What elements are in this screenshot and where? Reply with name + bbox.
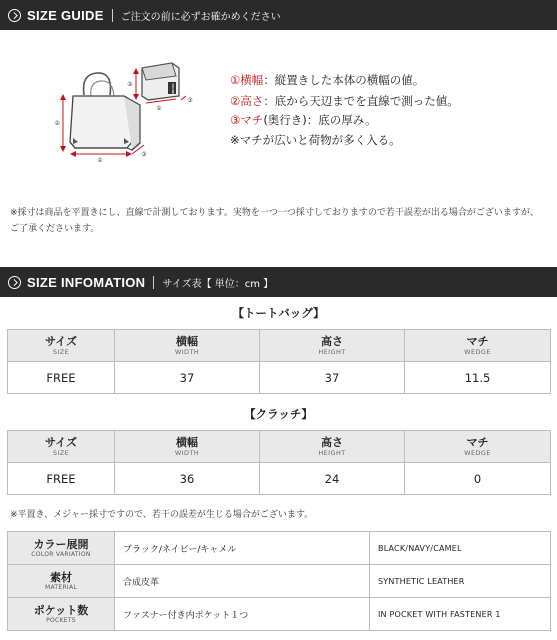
color-value-jp: ブラック/ネイビー/キャメル — [115, 532, 370, 565]
clutch-size-table — [7, 430, 551, 495]
height-header — [260, 431, 405, 463]
material-value-en: SYNTHETIC LEATHER — [370, 565, 551, 598]
size-header-en: SIZE — [52, 347, 70, 356]
size-info-subtitle: サイズ表【 単位：cm 】 — [162, 278, 274, 290]
wedge-value: 0 — [405, 463, 551, 495]
color-label-jp: カラー展開 — [33, 537, 89, 551]
material-label — [8, 565, 115, 598]
height-value: 24 — [260, 463, 405, 495]
size-header — [8, 431, 115, 463]
size-info-header — [0, 267, 557, 297]
size-guide-header — [0, 0, 557, 30]
wedge-label: ③マチ — [230, 113, 264, 127]
wedge-header-jp: マチ — [466, 334, 489, 348]
width-label: ①横幅 — [230, 73, 264, 87]
width-description — [230, 72, 424, 88]
width-value: 37 — [115, 362, 260, 394]
measurement-note-line1: ※採寸は商品を平置きにし、直線で計測しております。実物を一つ一つ採寸しておりますので若干誤差が出る場合がございますが、 — [10, 208, 539, 218]
bag-height-mark: ② — [54, 120, 60, 127]
material-value-jp: 合成皮革 — [115, 565, 370, 598]
width-header-en: WIDTH — [174, 347, 200, 356]
bag-wedge-mark: ③ — [141, 151, 147, 158]
material-label-en: MATERIAL — [44, 583, 78, 591]
spec-table — [7, 531, 551, 631]
pockets-label-en: POCKETS — [46, 616, 76, 624]
size-header-jp: サイズ — [44, 435, 78, 449]
wedge-description — [230, 112, 376, 128]
header-divider — [153, 276, 154, 289]
width-value: 36 — [115, 463, 260, 495]
width-header-jp: 横幅 — [176, 435, 198, 449]
height-header-jp: 高さ — [321, 435, 343, 449]
color-label-en: COLOR VARIATION — [31, 550, 91, 558]
clutch-table-title: 【クラッチ】 — [244, 407, 313, 421]
spec-row-pockets — [8, 598, 551, 631]
wedge-value: 11.5 — [405, 362, 551, 394]
wedge-header — [405, 330, 551, 362]
tote-table-title: 【トートバッグ】 — [232, 306, 325, 320]
height-header — [260, 330, 405, 362]
width-text: ：縦置きした本体の横幅の値。 — [263, 73, 425, 87]
tote-size-table — [7, 329, 551, 394]
wedge-text: (奥行き)：底の厚み。 — [263, 113, 377, 127]
bag-measurement-illustration — [54, 52, 200, 164]
measurement-note — [10, 205, 550, 237]
width-header-jp: 横幅 — [176, 334, 198, 348]
size-guide-subtitle: ご注文の前に必ずお確かめください — [120, 11, 281, 23]
width-header — [115, 330, 260, 362]
width-header-en: WIDTH — [174, 448, 200, 457]
clutch-height-mark: ② — [127, 81, 133, 88]
clutch-icon — [142, 63, 179, 100]
size-value: FREE — [8, 463, 115, 495]
pockets-value-en: IN POCKET WITH FASTENER 1 — [370, 598, 551, 631]
color-label — [8, 532, 115, 565]
height-header-jp: 高さ — [321, 334, 343, 348]
table-row — [8, 463, 551, 495]
pockets-label — [8, 598, 115, 631]
chevron-right-circle-icon — [8, 9, 21, 22]
size-guide-title: SIZE GUIDE — [27, 7, 104, 23]
wedge-header-en: WEDGE — [464, 347, 491, 356]
size-header — [8, 330, 115, 362]
height-header-en: HEIGHT — [318, 448, 346, 457]
wedge-header — [405, 431, 551, 463]
clutch-width-mark: ① — [156, 105, 162, 112]
size-info-title: SIZE INFOMATION — [27, 274, 146, 290]
size-header-jp: サイズ — [44, 334, 78, 348]
height-label: ②高さ — [230, 94, 264, 108]
measurement-note-line2: ご了承くださいます。 — [10, 224, 100, 234]
size-value: FREE — [8, 362, 115, 394]
size-header-en: SIZE — [52, 448, 70, 457]
clutch-wedge-mark: ③ — [187, 97, 193, 104]
material-label-jp: 素材 — [50, 570, 72, 584]
pockets-label-jp: ポケット数 — [33, 603, 89, 617]
wedge-note — [230, 132, 401, 148]
height-header-en: HEIGHT — [318, 347, 346, 356]
chevron-right-circle-icon — [8, 276, 21, 289]
header-divider — [112, 9, 113, 22]
bag-width-mark: ① — [97, 157, 103, 164]
width-header — [115, 431, 260, 463]
wedge-header-en: WEDGE — [464, 448, 491, 457]
pockets-value-jp: ファスナー付き内ポケット１つ — [115, 598, 370, 631]
table-header-row — [8, 330, 551, 362]
color-value-en: BLACK/NAVY/CAMEL — [370, 532, 551, 565]
height-value: 37 — [260, 362, 405, 394]
table-row — [8, 362, 551, 394]
spec-row-material — [8, 565, 551, 598]
spec-row-color — [8, 532, 551, 565]
wedge-header-jp: マチ — [466, 435, 489, 449]
size-table-note: ※平置き、メジャー採寸ですので、若干の誤差が生じる場合がございます。 — [10, 510, 314, 520]
wedge-note-text: ※マチが広いと荷物が多く入る。 — [230, 133, 401, 147]
clutch-logo: BRAND — [171, 83, 175, 95]
table-header-row — [8, 431, 551, 463]
height-description — [230, 93, 459, 109]
height-text: ：底から天辺までを直線で測った値。 — [263, 94, 459, 108]
